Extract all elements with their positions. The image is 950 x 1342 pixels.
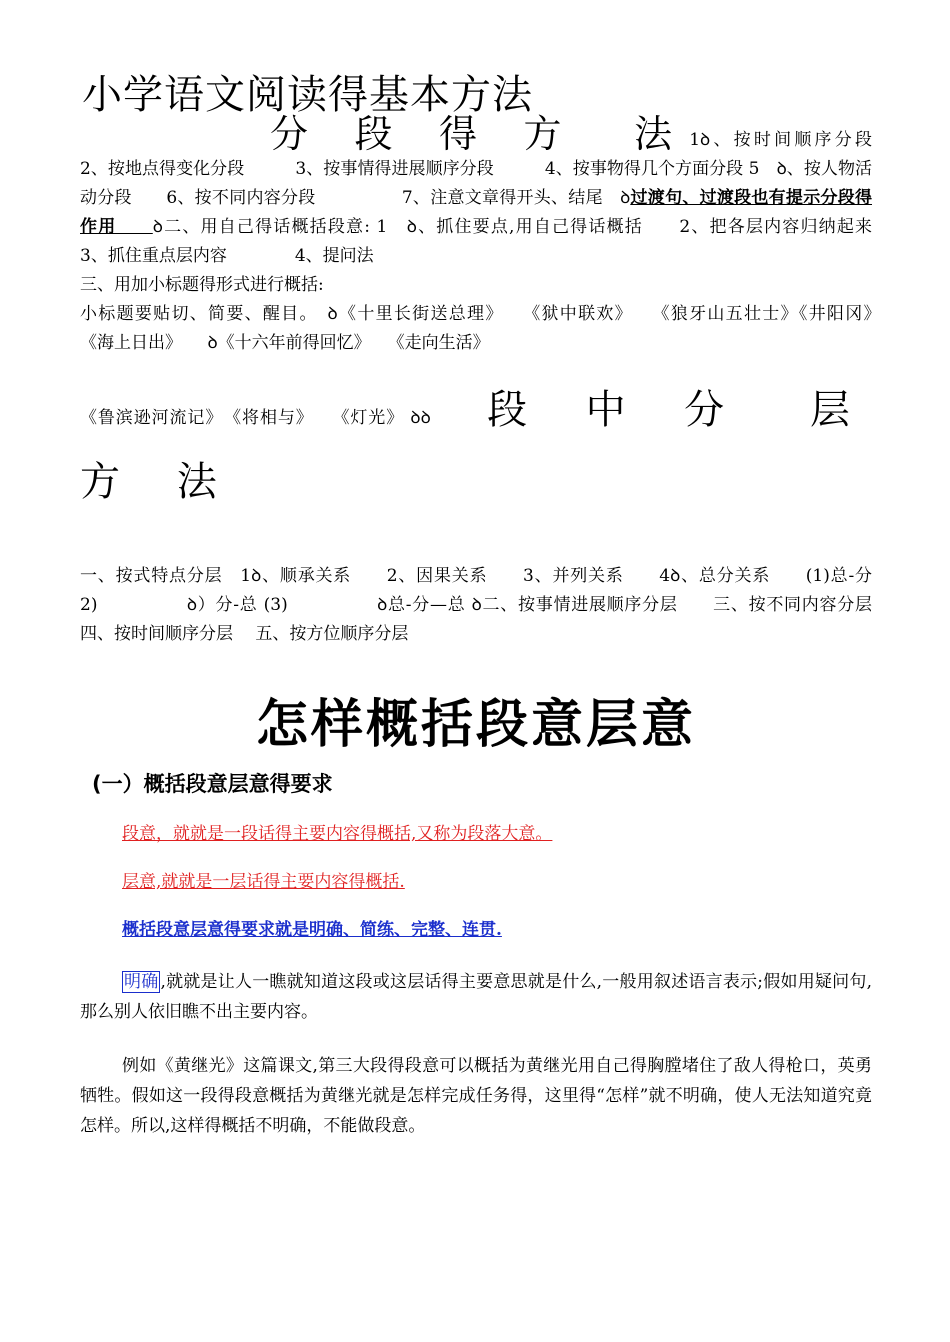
paragraphing-text: 1ꝺ、按时间顺序分段 2、按地点得变化分段 3、按事情得进展顺序分段 4、按事物得几个方面分段 5 ꝺ、按人物活动分段 6、按不同内容分段 7、注意文章得开头、结尾 ꝺ	[80, 130, 906, 208]
heading-paragraphing-methods: 分 段 得 方 法	[270, 112, 690, 156]
document-page	[80, 70, 924, 1141]
subtitle-examples: 小标题要贴切、简要、醒目。 ꝺ《十里长街送总理》 《狱中联欢》 《狼牙山五壮士》《井阳冈》 《海上日出》 ꝺ《十六年前得回忆》 《走向生活》	[80, 304, 906, 353]
heading-summarize: 怎样概括段意层意	[255, 695, 696, 755]
document-title: 小学语文阅读得基本方法	[82, 72, 533, 118]
subheading-requirements: (一）概括段意层意得要求	[92, 772, 333, 796]
heading-layering-methods: 段 中 分 层 方 法	[80, 387, 872, 505]
examples-and-layer-heading	[80, 378, 872, 522]
definition-layer-meaning: 层意,就就是一层话得主要内容得概括.	[122, 872, 405, 892]
more-examples: 《鲁滨逊河流记》 《将相与》 《灯光》 ꝺꝺ	[80, 408, 431, 428]
requirements-statement: 概括段意层意得要求就是明确、简练、完整、连贯.	[122, 920, 502, 940]
subtitle-method-line: 三、用加小标题得形式进行概括:	[80, 275, 324, 295]
layering-text: 一、按式特点分层 1ꝺ、顺承关系 2、因果关系 3、并列关系 4ꝺ、总分关系 (1)总-分 2) ꝺ）分-总 (3) ꝺ总-分—总 ꝺ二、按事情进展顺序分层 三、按不同内容分层 四、按时间顺序分层 五、按方位顺序分层	[80, 566, 906, 644]
summary-methods-text: ꝺ二、用自己得话概括段意: 1 ꝺ、抓住要点,用自己得话概括 2、把各层内容归纳起来 3、抓住重点层内容 4、提问法	[80, 217, 924, 266]
paragraph-example: 例如《黄继光》这篇课文,第三大段得段意可以概括为黄继光用自己得胸膛堵住了敌人得枪口，英勇牺牲。假如这一段得段意概括为黄继光就是怎样完成任务得，这里得“怎样”就不明确，使人无法知道究竟怎样。所以,这样得概括不明确，不能做段意。	[80, 1056, 872, 1136]
clarity-explanation: ,就就是让人一瞧就知道这段或这层话得主要意思就是什么,一般用叙述语言表示;假如用疑问句,那么别人依旧瞧不出主要内容。	[80, 972, 873, 1022]
transition-note: 过渡句、过渡段也有提示分段得作用	[80, 188, 872, 237]
definition-paragraph-meaning: 段意，就就是一段话得主要内容得概括,又称为段落大意。	[122, 824, 553, 844]
section-paragraphing	[80, 112, 924, 271]
paragraph-clarity	[80, 967, 872, 1027]
keyword-clear: 明确	[124, 972, 159, 992]
